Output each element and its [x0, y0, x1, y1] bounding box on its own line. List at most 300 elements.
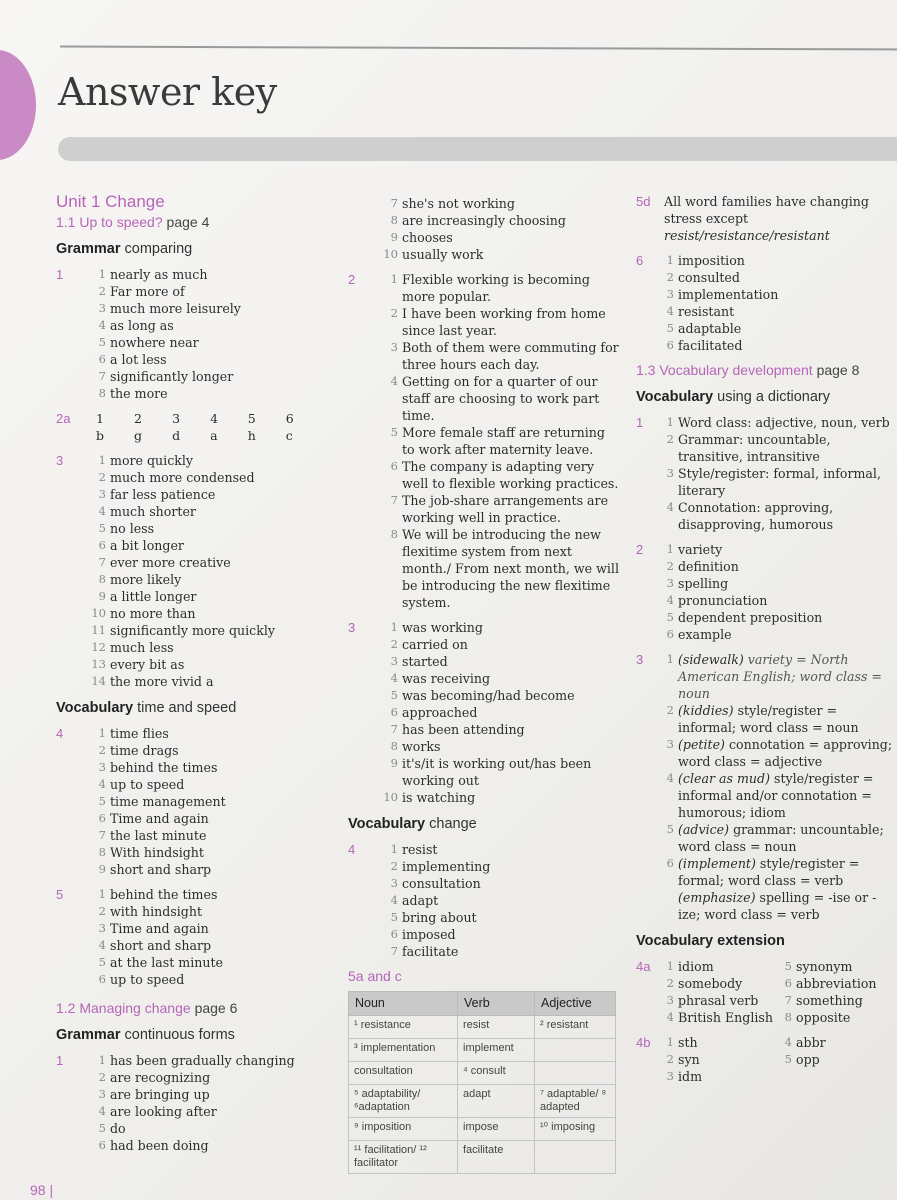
item-text: opp: [796, 1052, 820, 1067]
list-item: [388, 305, 620, 339]
item-number: 5: [666, 321, 674, 335]
unit-heading: Unit 1 Change: [56, 192, 165, 211]
list-item: [782, 958, 892, 975]
list-item: [96, 1137, 301, 1154]
item-value: connotation = approving; word class = adjective: [678, 737, 893, 769]
item-text: usually work: [402, 247, 484, 262]
list-item: [664, 1034, 782, 1051]
item-text: are increasingly choosing: [402, 213, 566, 228]
list-item: [91, 622, 301, 639]
item-text: she's not working: [402, 196, 515, 211]
list-item: [96, 486, 301, 503]
item-text: carried on: [402, 637, 468, 652]
list-item: [96, 283, 301, 300]
list-item: [664, 465, 894, 499]
item-number: 6: [390, 705, 398, 719]
item-number: 5: [784, 959, 792, 973]
item-text: much more leisurely: [110, 301, 241, 316]
item-number: 4: [98, 938, 106, 952]
list-item: [664, 414, 894, 431]
inline-answer: 2 g: [134, 411, 143, 443]
table-cell: ¹ resistance: [349, 1016, 458, 1039]
section-page: page 6: [194, 1000, 238, 1016]
item-number: 3: [666, 466, 674, 480]
item-number: 1: [98, 887, 106, 901]
item-number: 4: [390, 893, 398, 907]
table-cell: ⁷ adaptable/ ⁸ adapted: [535, 1085, 616, 1118]
table-cell: ⁵ adaptability/ ⁶adaptation: [349, 1085, 458, 1118]
item-number: 6: [98, 352, 106, 366]
item-text: implementing: [402, 859, 491, 874]
item-number: 5: [784, 1052, 792, 1066]
list-item: [388, 619, 620, 636]
list-item: [388, 755, 620, 789]
item-number: 1: [98, 1053, 106, 1067]
item-text: started: [402, 654, 448, 669]
item-number: 3: [390, 654, 398, 668]
list-item: [664, 541, 894, 558]
list-item: [388, 526, 620, 611]
list-item: [782, 1051, 892, 1068]
list-item: [91, 673, 301, 690]
item-key: (advice): [678, 822, 730, 837]
item-number: 3: [390, 340, 398, 354]
page-number-value: 98: [30, 1182, 46, 1198]
list-item: [383, 789, 620, 806]
item-text: imposition: [678, 253, 745, 268]
item-text: at the last minute: [110, 955, 223, 970]
item-text: nowhere near: [110, 335, 199, 350]
item-number: 2: [666, 432, 674, 446]
exercise-number: 1: [56, 267, 64, 282]
item-text: abbreviation: [796, 976, 877, 991]
inline-answer: 4 a: [210, 411, 219, 443]
exercise-5d: [636, 193, 894, 244]
section-label: 1.3 Vocabulary development: [636, 362, 813, 378]
item-text: much less: [110, 640, 174, 655]
item-number: 7: [390, 722, 398, 736]
item-number: 4: [666, 593, 674, 607]
item-text: much shorter: [110, 504, 196, 519]
page-number: 98 |: [30, 1182, 54, 1198]
item-number: 3: [390, 876, 398, 890]
item-number: 2: [666, 270, 674, 284]
item-text: the last minute: [110, 828, 207, 843]
item-text: do: [110, 1121, 126, 1136]
section-page: page 4: [166, 214, 210, 230]
item-key: (sidewalk): [678, 652, 744, 667]
item-number: 2: [98, 1070, 106, 1084]
list-item: [96, 920, 301, 937]
exercise-number: 6: [636, 253, 644, 268]
list-item: [96, 300, 301, 317]
list-item: [96, 503, 301, 520]
item-value: variety = North American English; word class = noun: [678, 652, 882, 701]
exercise-3: [348, 619, 620, 806]
item-text: is watching: [402, 790, 476, 805]
item-number: 8: [98, 386, 106, 400]
item-text: Far more of: [110, 284, 185, 299]
list-item: [96, 1052, 301, 1069]
item-number: 6: [666, 338, 674, 352]
list-item: 3 (petite) connotation = approving; word class = adjective: [666, 737, 893, 769]
item-number: 3: [666, 993, 674, 1007]
heading-rest: change: [429, 816, 477, 832]
list-item: [388, 909, 620, 926]
item-key: (kiddies): [678, 703, 734, 718]
vocabulary-heading: [348, 816, 620, 833]
list-item: [388, 926, 620, 943]
exercise-number: 2a: [56, 411, 71, 426]
item-number: 4: [390, 671, 398, 685]
section-heading: [56, 1000, 301, 1017]
table-cell: impose: [458, 1118, 535, 1141]
list-item: 1 (sidewalk) variety = North American English; word class = noun: [666, 652, 882, 701]
exercise-number: 3: [348, 620, 356, 635]
heading-bold: Grammar: [56, 241, 121, 257]
item-number: 4: [390, 374, 398, 388]
item-text: much more condensed: [110, 470, 255, 485]
exercise-number: 3: [56, 453, 64, 468]
exercise-3: [636, 651, 894, 923]
item-number: 8: [390, 739, 398, 753]
table-row: [349, 1141, 616, 1174]
list-item: [96, 266, 301, 283]
page-tab-marker: [0, 50, 36, 160]
item-text: far less patience: [110, 487, 216, 502]
list-item: [664, 303, 894, 320]
list-item: [664, 609, 894, 626]
list-item: [96, 903, 301, 920]
item-value: style/register = formal; word class = verb: [678, 856, 860, 888]
item-number: 14: [91, 674, 106, 688]
inline-answer: 1 b: [96, 411, 105, 443]
item-text: approached: [402, 705, 478, 720]
item-text: With hindsight: [110, 845, 204, 860]
item-text: We will be introducing the new flexitime system from next month./ From next month, we will be introducing the new flexitime system.: [402, 527, 619, 610]
item-text: idm: [678, 1069, 703, 1084]
item-text: syn: [678, 1052, 700, 1067]
item-number: 6: [390, 459, 398, 473]
title-bar: [58, 137, 897, 161]
list-item: [664, 575, 894, 592]
item-number: 1: [98, 726, 106, 740]
item-text: more likely: [110, 572, 182, 587]
item-number: 9: [390, 756, 398, 770]
list-item: [388, 229, 620, 246]
exercise-number: 2: [636, 542, 644, 557]
list-item: [388, 636, 620, 653]
item-number: 1: [390, 620, 398, 634]
item-value: spelling = -ise or -ize; word class = verb: [678, 890, 877, 922]
table-cell: [535, 1062, 616, 1085]
item-number: 2: [390, 637, 398, 651]
item-text: are looking after: [110, 1104, 217, 1119]
list-item: [388, 458, 620, 492]
heading-bold: Vocabulary extension: [636, 933, 785, 949]
item-value: style/register = informal and/or connotation = humorous; idiom: [678, 771, 874, 820]
item-number: 3: [98, 301, 106, 315]
item-number: 4: [98, 504, 106, 518]
list-item: [96, 385, 301, 402]
item-number: 1: [666, 959, 674, 973]
item-number: 3: [666, 287, 674, 301]
item-text: Connotation: approving, disapproving, humorous: [678, 500, 834, 532]
heading-rest: continuous forms: [124, 1027, 235, 1043]
list-item: [96, 554, 301, 571]
item-text: behind the times: [110, 760, 218, 775]
table-cell: ³ implementation: [349, 1039, 458, 1062]
item-number: 7: [390, 493, 398, 507]
column-2: [348, 195, 620, 1174]
exercise-1: [56, 1052, 301, 1154]
list-item: [91, 656, 301, 673]
list-item: [96, 886, 301, 903]
section-heading: [56, 214, 301, 231]
item-number: 6: [784, 976, 792, 990]
table-cell: ⁴ consult: [458, 1062, 535, 1085]
exercise-4b-grid: [664, 1034, 894, 1085]
list-item: [388, 492, 620, 526]
item-text: the more: [110, 386, 168, 401]
grammar-heading: [56, 241, 301, 258]
heading-bold: Vocabulary: [348, 816, 426, 832]
exercise-number: 4a: [636, 959, 651, 974]
grammar-heading: [56, 1027, 301, 1044]
list-item: [388, 687, 620, 704]
exercise-number: 1: [636, 415, 644, 430]
list-item: [782, 1009, 892, 1026]
item-value: style/register = informal; word class = noun: [678, 703, 859, 735]
exercise-number: 4: [56, 726, 64, 741]
item-text: example: [678, 627, 732, 642]
item-text: spelling: [678, 576, 729, 591]
item-text: Time and again: [110, 811, 209, 826]
item-text: resist: [402, 842, 438, 857]
item-key: (implement): [678, 856, 756, 871]
item-text: Style/register: formal, informal, literary: [678, 466, 881, 498]
table-header-row: [349, 992, 616, 1016]
item-number: 9: [98, 589, 106, 603]
list-item: [664, 286, 894, 303]
table-cell: implement: [458, 1039, 535, 1062]
item-number: 6: [98, 972, 106, 986]
column-header: Verb: [458, 992, 535, 1016]
item-number: 5: [666, 610, 674, 624]
item-key: (emphasize): [678, 890, 756, 905]
item-value: grammar: uncountable; word class = noun: [678, 822, 884, 854]
item-text: something: [796, 993, 863, 1008]
item-number: 5: [390, 688, 398, 702]
list-item: [96, 971, 301, 988]
list-item: [664, 958, 782, 975]
vocabulary-extension-heading: [636, 933, 894, 950]
item-number: 8: [390, 527, 398, 541]
item-text: are bringing up: [110, 1087, 210, 1102]
list-item: [96, 954, 301, 971]
item-text: imposed: [402, 927, 456, 942]
exercise-4a-grid: [664, 958, 894, 1026]
item-text: consulted: [678, 270, 740, 285]
exercise-6: [636, 252, 894, 354]
list-item: [664, 252, 894, 269]
list-item: [388, 858, 620, 875]
exercise-4a: [636, 958, 894, 1026]
page-title: Answer key: [58, 70, 277, 114]
list-item: [664, 558, 894, 575]
item-number: 2: [666, 559, 674, 573]
item-number: 4: [98, 777, 106, 791]
list-item: [664, 1051, 782, 1068]
item-text: opposite: [796, 1010, 851, 1025]
list-item: [91, 639, 301, 656]
list-item: [664, 626, 894, 643]
item-number: 2: [390, 306, 398, 320]
list-item: [96, 452, 301, 469]
table-row: [349, 1039, 616, 1062]
item-text: time drags: [110, 743, 179, 758]
list-item: [96, 776, 301, 793]
item-text: Word class: adjective, noun, verb: [678, 415, 890, 430]
table-row: [349, 1062, 616, 1085]
item-text: works: [402, 739, 441, 754]
list-item: [664, 431, 894, 465]
table-cell: [535, 1141, 616, 1174]
list-item: [388, 373, 620, 424]
item-number: 9: [98, 862, 106, 876]
item-text: no more than: [110, 606, 196, 621]
item-text: abbr: [796, 1035, 826, 1050]
heading-bold: Vocabulary: [56, 700, 134, 716]
inline-answer: 6 c: [285, 411, 294, 443]
item-text: short and sharp: [110, 938, 212, 953]
heading-rest: using a dictionary: [717, 389, 830, 405]
item-number: 5: [390, 910, 398, 924]
heading-bold: Vocabulary: [636, 389, 714, 405]
list-item: [96, 588, 301, 605]
item-text: time management: [110, 794, 226, 809]
item-number: 7: [98, 828, 106, 842]
item-text: every bit as: [110, 657, 185, 672]
section-page: page 8: [816, 362, 860, 378]
list-item: [388, 653, 620, 670]
list-item: [96, 351, 301, 368]
list-item: [664, 320, 894, 337]
item-number: 3: [98, 487, 106, 501]
table-cell: [535, 1039, 616, 1062]
item-number: 4: [666, 500, 674, 514]
list-item: [96, 793, 301, 810]
item-number: 6: [98, 1138, 106, 1152]
list-item: 4 (clear as mud) style/register = informal and/or connotation = humorous; idiom: [666, 771, 874, 820]
item-number: 2: [98, 743, 106, 757]
list-item: [96, 334, 301, 351]
list-item: [96, 742, 301, 759]
table-cell: ² resistant: [535, 1016, 616, 1039]
item-number: 8: [98, 845, 106, 859]
item-text: chooses: [402, 230, 453, 245]
item-text: synonym: [796, 959, 853, 974]
list-item: [664, 592, 894, 609]
exercise-4: [348, 841, 620, 960]
top-rule: [60, 46, 897, 51]
list-item: [96, 537, 301, 554]
item-text: Time and again: [110, 921, 209, 936]
item-text: pronunciation: [678, 593, 768, 608]
item-key: (clear as mud): [678, 771, 770, 786]
list-item: [664, 1068, 782, 1085]
list-item: [96, 317, 301, 334]
exercise-2: [348, 271, 620, 611]
word-family-table: [348, 991, 616, 1174]
list-item: [96, 937, 301, 954]
item-text: Flexible working is becoming more popular.: [402, 272, 590, 304]
text-part: All word families have changing stress except: [664, 194, 869, 226]
list-item: 5 (advice) grammar: uncountable; word class = noun: [666, 822, 884, 854]
item-number: 8: [98, 572, 106, 586]
item-text: was working: [402, 620, 483, 635]
list-item: [782, 1034, 892, 1051]
list-item: [388, 841, 620, 858]
item-text: facilitate: [402, 944, 459, 959]
item-number: 4: [666, 1010, 674, 1024]
item-number: 4: [666, 304, 674, 318]
list-item: [96, 1120, 301, 1137]
list-item: [91, 605, 301, 622]
item-text: behind the times: [110, 887, 218, 902]
section-heading: [636, 362, 894, 379]
exercise-number: 4: [348, 842, 356, 857]
column-1: [56, 193, 301, 1162]
item-number: 6: [98, 811, 106, 825]
exercise-2a: [56, 410, 301, 444]
list-item: [96, 1069, 301, 1086]
item-text: as long as: [110, 318, 174, 333]
item-text: British English: [678, 1010, 773, 1025]
item-text: definition: [678, 559, 739, 574]
item-number: 7: [98, 369, 106, 383]
item-text: with hindsight: [110, 904, 203, 919]
column-header: Noun: [349, 992, 458, 1016]
list-item: [388, 212, 620, 229]
item-number: 10: [91, 606, 106, 620]
item-number: 1: [98, 267, 106, 281]
item-number: 5: [98, 794, 106, 808]
item-text: Getting on for a quarter of our staff are choosing to work part time.: [402, 374, 600, 423]
list-item: [96, 1086, 301, 1103]
item-text: bring about: [402, 910, 477, 925]
item-text: adapt: [402, 893, 439, 908]
exercise-number: 5d: [636, 194, 651, 209]
item-number: 2: [666, 976, 674, 990]
item-number: 1: [98, 453, 106, 467]
item-text: it's/it is working out/has been working out: [402, 756, 592, 788]
list-item: [96, 759, 301, 776]
list-item: [664, 269, 894, 286]
list-item: [383, 246, 620, 263]
list-item: [664, 992, 782, 1009]
item-number: 5: [98, 955, 106, 969]
item-text: sth: [678, 1035, 698, 1050]
item-text: The company is adapting very well to flexible working practices.: [402, 459, 619, 491]
item-number: 6: [390, 927, 398, 941]
item-number: 10: [383, 790, 398, 804]
table-row: [349, 1118, 616, 1141]
list-item: [388, 670, 620, 687]
item-text: had been doing: [110, 1138, 209, 1153]
item-text: resistant: [678, 304, 735, 319]
heading-rest: comparing: [124, 241, 193, 257]
